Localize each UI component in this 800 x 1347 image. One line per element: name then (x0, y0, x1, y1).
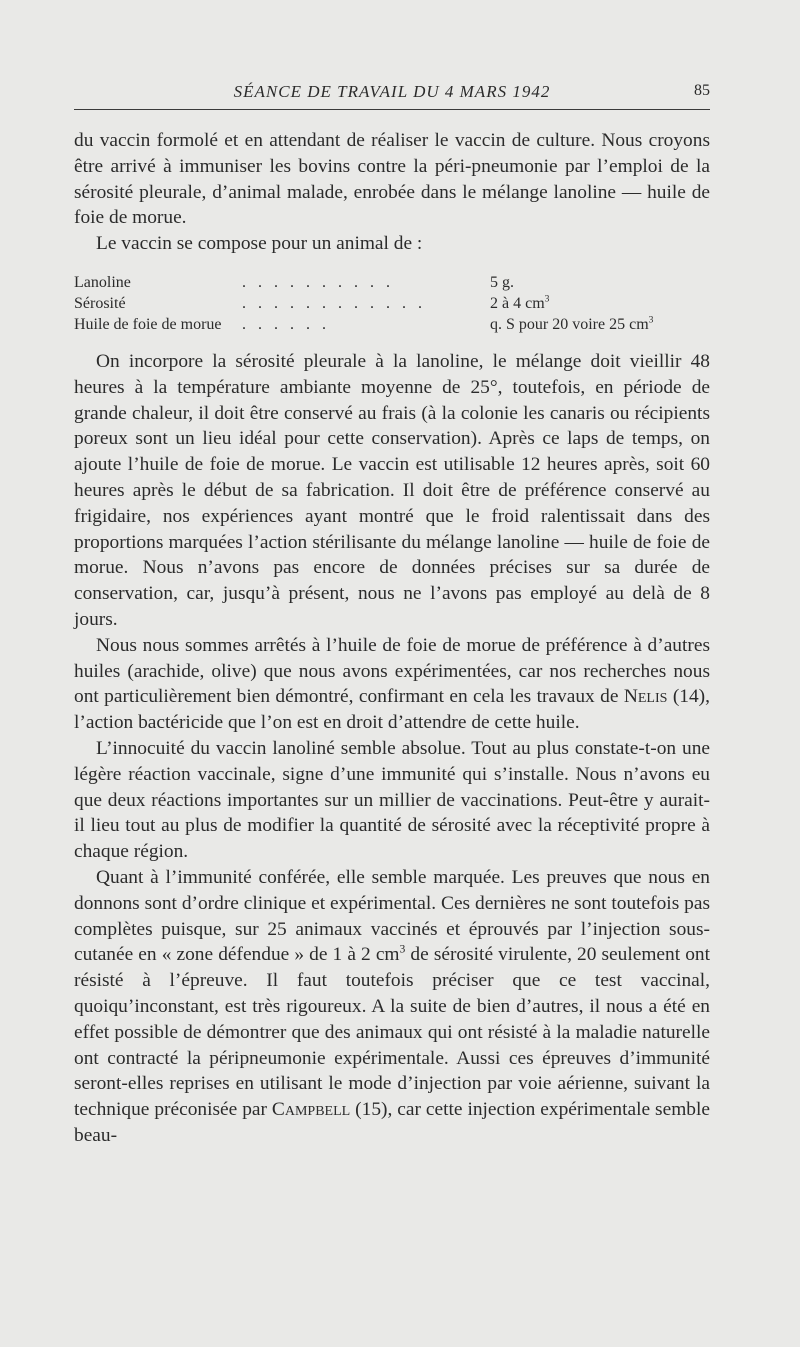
quantity-text: 2 à 4 cm (490, 294, 545, 312)
paragraph-6-text-end: (15), car cette injection expérimentale semble beau- (74, 1099, 710, 1146)
recipe-row-serosite (74, 293, 710, 314)
paragraph-5: L’innocuité du vaccin lanoliné semble absolue. Tout au plus constate-t-on une légère réaction vaccinale, signe d’une immunité qui s’installe. Nous n’avons eu que deux réactions importantes sur un millier de vaccinations. Peut-être y aurait-il lieu tout au plus de modifier la quantité de sérosité avec la réceptivité propre à chaque région. (74, 737, 710, 863)
page-number: 85 (694, 82, 710, 99)
paragraph-4-text-end: (14), l’action bactéricide que l’on est en droit d’attendre de cette huile. (74, 686, 710, 734)
recipe-ingredient: Lanoline (74, 273, 131, 291)
recipe-row-huile (74, 314, 710, 335)
paragraph-6-text: Quant à l’immunité conférée, elle semble marquée. Les preuves que nous en donnons sont d’ordre clinique et expérimental. Ces dernières ne sont toutefois pas complètes puisque, sur 25 animaux vaccinés et éprouvés par l’injection sous-cutanée en « zone défendue » de 1 à 2 cm (74, 866, 710, 966)
recipe-list (74, 272, 710, 335)
paragraph-6-text-mid: de sérosité virulente, 20 seulement ont résisté à l’épreuve. Il faut toutefois préciser que ce test vaccinal, quoiqu’inconstant, est très rigoureux. A la suite de bien d’autres, il nous a été en effet possible de démontrer que des animaux qui ont résisté à la maladie naturelle ont contracté la péripneumonie expérimentale. Aussi ces épreuves d’immunité seront-elles reprises en utilisant le mode d’injection par voie aérienne, suivant la technique préconisée par (74, 944, 710, 1121)
recipe-quantity (490, 293, 549, 314)
superscript: 3 (399, 942, 406, 956)
superscript: 3 (648, 314, 654, 326)
superscript: 3 (544, 293, 550, 305)
recipe-quantity: 5 g. (490, 273, 514, 291)
paragraph-4-text: Nous nous sommes arrêtés à l’huile de foie de morue de préférence à d’autres huiles (arachide, olive) que nous avons expérimentées, car nos recherches nous ont particulièrement bien démontré, confirmant en cela les travaux de (74, 634, 710, 708)
recipe-quantity (490, 314, 653, 335)
paragraph-3: On incorpore la sérosité pleurale à la lanoline, le mélange doit vieillir 48 heures à la température ambiante moyenne de 25°, toutefois, en période de grande chaleur, il doit être conservé au frais (à la colonie les canaris ou récipients poreux sont un lieu idéal pour cette conservation). Après ce laps de temps, on ajoute l’huile de foie de morue. Le vaccin est utilisable 12 heures après, soit 60 heures après le début de sa fabrication. Il doit être de préférence conservé au frigidaire, nos expériences ayant montré que le froid ralentissait dans des proportions marquées l’action stérilisante du mélange lanoline — huile de foie de morue. Nous n’avons pas encore de données précises sur sa durée de conservation, car, jusqu’à présent, nous ne l’avons pas employé au delà de 8 jours. (74, 350, 710, 630)
leader-dots: . . . . . . . . . . (242, 273, 394, 291)
recipe-ingredient: Huile de foie de morue (74, 315, 222, 333)
paragraph-2: Le vaccin se compose pour un animal de : (96, 233, 423, 255)
leader-dots: . . . . . . (242, 315, 330, 333)
paragraph-6 (74, 865, 710, 1149)
header-title: SÉANCE DE TRAVAIL DU 4 MARS 1942 (233, 82, 551, 101)
paragraph-1: du vaccin formolé et en attendant de réaliser le vaccin de culture. Nous croyons être arrivé à immuniser les bovins contre la péri-pneumonie par l’emploi de la sérosité pleurale, d’animal malade, enrobée dans le mélange lanoline — huile de foie de morue. (74, 130, 710, 229)
leader-dots: . . . . . . . . . . . . (242, 294, 426, 312)
author-name: Nelis (623, 686, 668, 708)
quantity-text: q. S pour 20 voire 25 cm (490, 315, 649, 333)
recipe-row-lanoline (74, 272, 710, 293)
recipe-ingredient: Sérosité (74, 294, 126, 312)
paragraph-4 (74, 633, 710, 736)
running-header (74, 82, 710, 106)
header-rule (74, 109, 710, 110)
author-name: Campbell (271, 1099, 351, 1121)
body-text (74, 128, 710, 1149)
